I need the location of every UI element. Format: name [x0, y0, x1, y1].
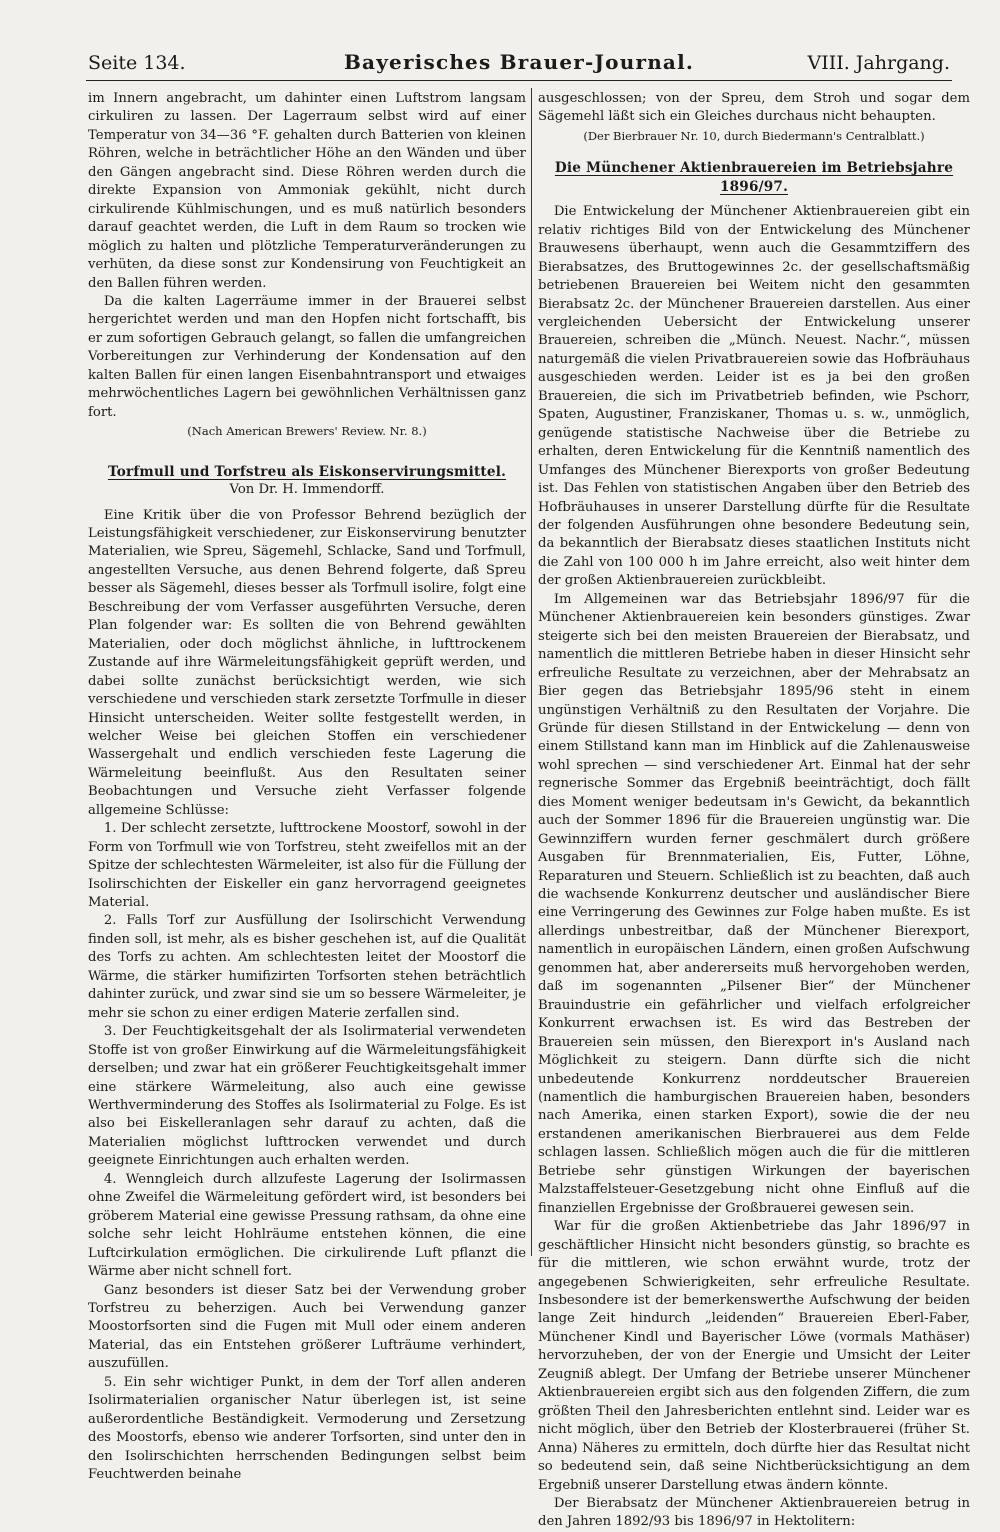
article-paragraph: Im Allgemeinen war das Betriebsjahr 1896/97 für die Münchener Aktienbrauereien kein besonders günstiges. Zwar steigerte sich bei den meisten Brauereien der Bierabsatz, und namentlich die mittleren Betriebe haben in dieser Hinsicht sehr erfreuliche Resultate zu verzeichnen, aber der Mehrabsatz an Bier gegen das Betriebsjahr 1895/96 steht in einem ungünstigen Verhältniß zu den Resultaten der Vorjahre. Die Gründe für diesen Stillstand in der Entwickelung — denn von einem Stillstand kann man im Hinblick auf die Zahlenausweise wohl sprechen — sind verschiedener Art. Einmal hat der sehr regnerische Sommer das Ergebniß beeinträchtigt, doch fällt dies Moment weniger bedeutsam in's Gewicht, da bekanntlich auch der Sommer 1896 für die Brauereien ungünstig war. Die Gewinnziffern wurden ferner geschmälert durch größere Ausgaben für Brennmaterialien, Eis, Futter, Löhne, Reparaturen und Steuern. Schließlich ist zu beachten, daß auch die wachsende Konkurrenz deutscher und ausländischer Biere eine Verringerung des Gewinnes zur Folge haben mußte. Es ist allerdings unbestreitbar, daß der Münchener Bierexport, namentlich in europäischen Ländern, einen großen Aufschwung genommen hat, aber andererseits muß hervorgehoben werden, daß im sogenannten „Pilsener Bier“ der Münchener Brauindustrie ein gefährlicher und vielfach erfolgreicher Konkurrent erwachsen ist. Es wird das Bestreben der Brauereien sein müssen, den Bierexport in's Ausland nach Möglichkeit zu steigern. Dann dürfte sich die nicht unbedeutende Konkurrenz norddeutscher Brauereien (namentlich die hamburgischen Brauereien haben, besonders nach Amerika, einen starken Export), sowie die der neu erstandenen amerikanischen Bierbrauerei aus dem Felde schlagen lassen. Schließlich mögen auch die für die mittleren Betriebe sehr günstigen Wirkungen der bayerischen Malzstaffelsteuer-Gesetzgebung nicht ohne Einfluß auf die finanziellen Ergebnisse der Großbrauerei gewesen sein.	[538, 591, 970, 1216]
numbered-conclusion: 1. Der schlecht zersetzte, lufttrockene Moostorf, sowohl in der Form von Torfmull wie von Torfstreu, steht zweifellos mit an der Spitze der schlechtesten Wärmeleiter, ist also für die Füllung der Isolirschichten der Eiskeller ein ganz hervorragend geeignetes Material.	[88, 821, 526, 911]
article-title: Die Münchener Aktienbrauereien im Betriebsjahre 1896/97.	[554, 160, 954, 195]
numbered-conclusion: 2. Falls Torf zur Ausfüllung der Isolirschicht Verwendung finden soll, ist mehr, als es bisher geschehen ist, auf die Qualität des Torfs zu achten. Am schlechtesten leitet der Moostorf die Wärme, die stärker humifizirten Torfsorten stehen beträchtlich dahinter zurück, und zwar sind sie um so bessere Wärmeleiter, je mehr sie schon zu einer erdigen Materie zerfallen sind.	[88, 913, 526, 1021]
article-title: Torfmull und Torfstreu als Eiskonservirungsmittel.	[107, 463, 507, 480]
right-column	[538, 90, 970, 1532]
source-citation: (Nach American Brewers' Review. Nr. 8.)	[187, 424, 427, 439]
continuation-paragraph: im Innern angebracht, um dahinter einen Luftstrom langsam cirkuliren zu lassen. Der Lagerraum selbst wird auf einer Temperatur von 34—36 °F. gehalten durch Batterien von kleinen Röhren, welche in beträchtlicher Höhe an den Wänden und über den Gängen angebracht sind. Diese Röhren werden durch die direkte Expansion von Ammoniak gekühlt, nicht durch cirkulirende Kühlmischungen, und es muß natürlich besonders darauf geachtet werden, die Luft in dem Raum so trocken wie möglich zu halten und plötzliche Temperaturveränderungen zu verhüten, da diese sonst zur Kondensirung von Feuchtigkeit an den Ballen führen werden.	[88, 91, 526, 291]
journal-title: Bayerisches Brauer-Journal.	[343, 50, 695, 74]
column-divider	[531, 88, 532, 1256]
source-citation: (Der Bierbrauer Nr. 10, durch Biedermann's Centralblatt.)	[583, 128, 925, 143]
page-number: Seite 134.	[88, 52, 186, 74]
continuation-paragraph: ausgeschlossen; von der Spreu, dem Stroh und sogar dem Sägemehl läßt sich ein Gleiches durchaus nicht behaupten.	[538, 91, 970, 125]
article-paragraph: Der Bierabsatz der Münchener Aktienbrauereien betrug in den Jahren 1892/93 bis 1896/97 in Hektolitern:	[538, 1495, 970, 1530]
left-column	[88, 90, 526, 1485]
header-rule	[86, 80, 952, 81]
numbered-conclusion: 3. Der Feuchtigkeitsgehalt der als Isolirmaterial verwendeten Stoffe ist von großer Einwirkung auf die Wärmeleitungsfähigkeit derselben; und zwar hat ein größerer Feuchtigkeitsgehalt immer eine stärkere Wärmeleitung, also auch eine gewisse Werthverminderung des Stoffes als Isolirmaterial zu Folge. Es ist also bei Eiskelleranlagen sehr darauf zu achten, daß die Materialien möglichst lufttrocken verwendet und durch geeignete Einrichtungen auch erhalten werden.	[88, 1024, 526, 1169]
article-paragraph: Ganz besonders ist dieser Satz bei der Verwendung grober Torfstreu zu beherzigen. Auch bei Verwendung ganzer Moostorfsorten sind die Fugen mit Mull oder einem anderen Material, das ein Entstehen größerer Lufträume verhindert, auszufüllen.	[88, 1282, 526, 1372]
numbered-conclusion: 4. Wenngleich durch allzufeste Lagerung der Isolirmassen ohne Zweifel die Wärmeleitung gefördert wird, ist besonders bei gröberem Material eine gewisse Pressung rathsam, da ohne eine solche sehr leicht Hohlräume entstehen können, die eine Luftcirkulation ermöglichen. Die cirkulirende Luft pflanzt die Wärme aber nicht schnell fort.	[88, 1171, 526, 1280]
numbered-conclusion: 5. Ein sehr wichtiger Punkt, in dem der Torf allen anderen Isolirmaterialien organischer Natur überlegen ist, ist seine außerordentliche Beständigkeit. Vermoderung und Zersetzung des Moostorfs, ebenso wie anderer Torfsorten, sind unter den in den Isolirschichten herrschenden Bedingungen selbst beim Feuchtwerden beinahe	[88, 1374, 526, 1483]
article-paragraph: War für die großen Aktienbetriebe das Jahr 1896/97 in geschäftlicher Hinsicht nicht besonders günstig, so brachte es für die mittleren, wie schon erwähnt wurde, trotz der angegebenen Schwierigkeiten, sehr erfreuliche Resultate. Insbesondere ist der bemerkenswerthe Aufschwung der beiden lange Zeit hindurch „leidenden“ Brauereien Eberl-Faber, Münchener Kindl und Bayerischer Löwe (vormals Mathäser) hervorzuheben, der von der Energie und Umsicht der Leiter Zeugniß ablegt. Der Umfang der Betriebe unserer Münchener Aktienbrauereien ergibt sich aus den folgenden Ziffern, die zum größten Theil den Jahresberichten entlehnt sind. Leider war es nicht möglich, über den Betrieb der Klosterbrauerei (früher St. Anna) Näheres zu ermitteln, doch dürfte hier das Resultat nicht so bedeutend sein, daß seine Nichtberücksichtigung an dem Ergebniß unserer Darstellung etwas ändern könnte.	[538, 1219, 970, 1493]
volume-label: VIII. Jahrgang.	[807, 52, 950, 74]
article-paragraph: Eine Kritik über die von Professor Behrend bezüglich der Leistungsfähigkeit verschiedener, zur Eiskonservirung benutzter Materialien, wie Spreu, Sägemehl, Schlacke, Sand und Torfmull, angestellten Versuche, aus denen Behrend folgerte, daß Spreu besser als Sägemehl, dieses besser als Torfmull isolire, folgt eine Beschreibung der vom Verfasser ausgeführten Versuche, deren Plan folgender war: Es sollten die von Behrend gewählten Materialien, oder doch möglichst ähnliche, in lufttrockenem Zustande auf ihre Wärmeleitungsfähigkeit geprüft werden, und dabei sollte zunächst berücksichtigt werden, wie sich verschiedene und verschieden stark zersetzte Torfmulle in dieser Hinsicht unterscheiden. Weiter sollte festgestellt werden, in welcher Weise bei gleichen Stoffen ein verschiedener Wassergehalt und endlich verschieden feste Lagerung die Wärmeleitung beeinflußt. Aus den Resultaten seiner Beobachtungen und Versuche zieht Verfasser folgende allgemeine Schlüsse:	[88, 507, 526, 818]
page-header	[88, 48, 950, 78]
article-paragraph: Die Entwickelung der Münchener Aktienbrauereien gibt ein relativ richtiges Bild von der Entwickelung des Münchener Brauwesens überhaupt, wenn auch die Gesammtziffern des Bierabsatzes, des Bruttogewinnes 2c. der gesellschaftsmäßig betriebenen Brauereien bei Weitem nicht den gesammten Bierabsatz 2c. der Münchener Brauereien darstellen. Aus einer vergleichenden Uebersicht der Entwickelung unserer Brauereien, schreiben die „Münch. Neuest. Nachr.“, müssen naturgemäß die vielen Privatbrauereien sowie das Hofbräuhaus ausgeschieden werden. Leider ist es ja bei den großen Brauereien, die sich im Privatbetrieb befinden, wie Pschorr, Spaten, Augustiner, Franziskaner, Thomas u. s. w., unmöglich, genügende statistische Nachweise über die Betriebe zu erhalten, deren Entwickelung für die Kenntniß namentlich des Umfanges des Münchener Bierexports von großer Bedeutung ist. Das Fehlen von statistischen Angaben über den Betrieb des Hofbräuhauses in unserer Darstellung dürfte für die Resultate der folgenden Ausführungen ohne besondere Bedeutung sein, da bekanntlich der Bierabsatz dieses staatlichen Instituts nicht die Zahl von 100 000 h im Jahre erreicht, also weit hinter dem der großen Aktienbrauereien zurückbleibt.	[538, 204, 970, 589]
article-author: Von Dr. H. Immendorff.	[229, 482, 385, 498]
continuation-paragraph: Da die kalten Lagerräume immer in der Brauerei selbst hergerichtet werden und man den Hopfen nicht fortschafft, bis er zum sofortigen Gebrauch gelangt, so fallen die umfangreichen Vorbereitungen zur Verhinderung der Kondensation auf den kalten Ballen für einen langen Eisenbahntransport und etwaiges mehrwöchentliches Lagern bei gewöhnlichen Verhältnissen ganz fort.	[88, 293, 526, 420]
